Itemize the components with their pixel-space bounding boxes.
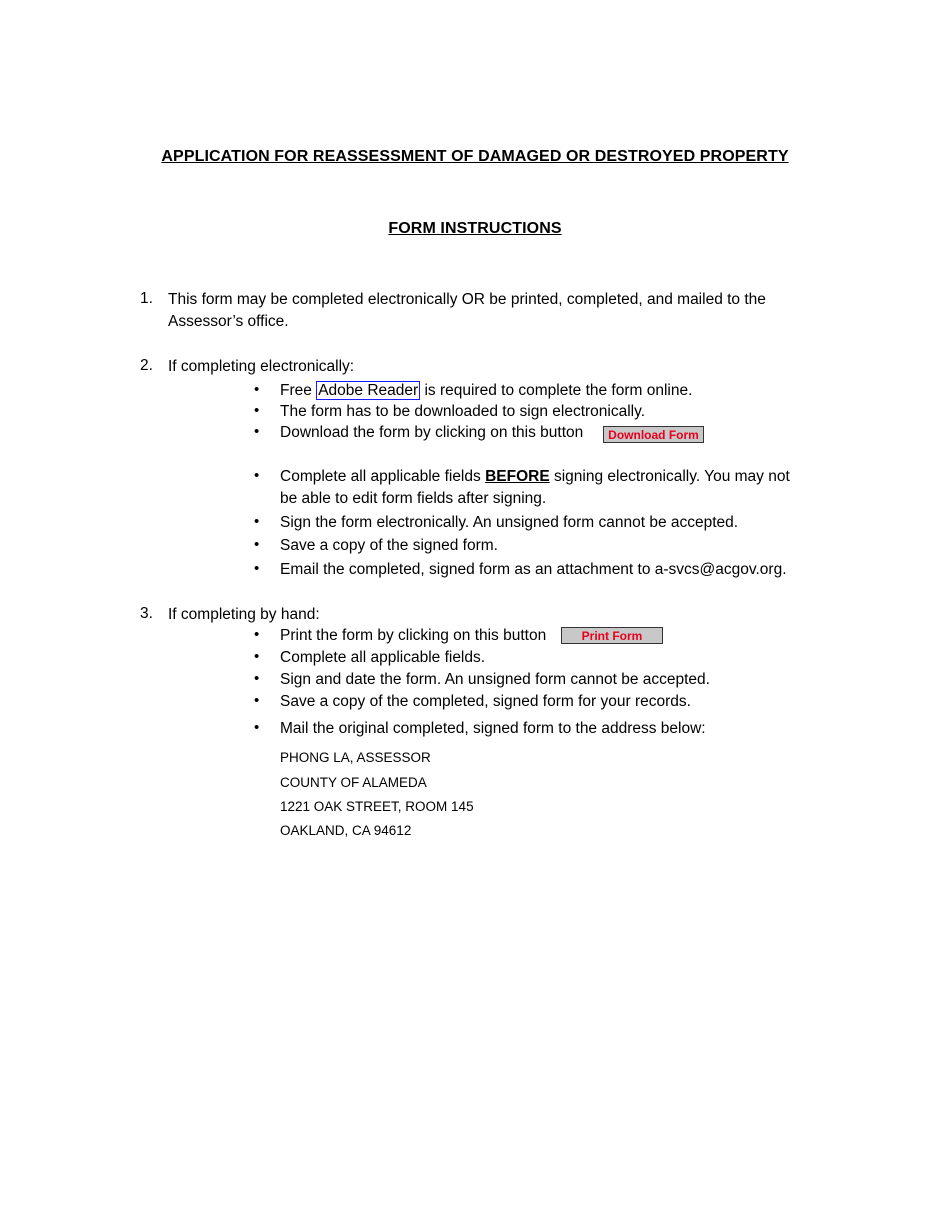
item-3-bullet-3: Sign and date the form. An unsigned form cannot be accepted. [280,671,710,688]
item-2-bullet-4 [280,466,790,510]
bullet-text-post: is required to complete the form online. [420,382,693,399]
bullet-icon: • [254,692,260,709]
item-3-number: 3. [140,605,153,622]
bullet-icon: • [254,536,260,553]
item-2-heading: If completing electronically: [168,358,355,375]
document-title: APPLICATION FOR REASSESSMENT OF DAMAGED OR DESTROYED PROPERTY [161,148,789,165]
item-1-number: 1. [140,290,153,307]
bullet-4-line-1 [280,466,790,488]
bullet-icon: • [254,670,260,687]
item-2-number: 2. [140,357,153,374]
adobe-reader-link[interactable]: Adobe Reader [318,382,419,399]
download-form-button[interactable]: Download Form [603,426,704,443]
bullet-text-post: signing electronically. You may not [549,468,790,485]
item-3-bullet-1: Print the form by clicking on this button [280,627,547,644]
item-1-text [168,289,766,333]
address-line-4: OAKLAND, CA 94612 [280,823,412,838]
item-2-bullet-7: Email the completed, signed form as an attachment to a-svcs@acgov.org. [280,561,787,578]
address-line-1: PHONG LA, ASSESSOR [280,750,431,765]
address-line-3: 1221 OAK STREET, ROOM 145 [280,799,474,814]
item-3-bullet-5: Mail the original completed, signed form to the address below: [280,720,706,737]
item-3-bullet-2: Complete all applicable fields. [280,649,486,666]
bullet-icon: • [254,381,260,398]
item-1-line-1: This form may be completed electronically OR be printed, completed, and mailed to the [168,291,766,308]
item-2-bullet-5: Sign the form electronically. An unsigned form cannot be accepted. [280,514,739,531]
item-2-bullet-2: The form has to be downloaded to sign electronically. [280,403,646,420]
bullet-icon: • [254,402,260,419]
instructions-heading: FORM INSTRUCTIONS [388,220,562,237]
item-3-bullet-4: Save a copy of the completed, signed form for your records. [280,693,691,710]
bullet-icon: • [254,423,260,440]
address-line-2: COUNTY OF ALAMEDA [280,775,427,790]
item-2-bullet-3: Download the form by clicking on this button [280,424,584,441]
before-emphasis: BEFORE [485,468,550,485]
bullet-text-pre: Complete all applicable fields [280,468,486,485]
bullet-icon: • [254,648,260,665]
bullet-icon: • [254,626,260,643]
bullet-icon: • [254,467,260,484]
bullet-icon: • [254,560,260,577]
bullet-icon: • [254,513,260,530]
print-form-button[interactable]: Print Form [561,627,663,644]
item-2-bullet-1 [280,380,692,402]
item-3-heading: If completing by hand: [168,606,320,623]
bullet-4-line-2: be able to edit form fields after signing. [280,490,547,507]
bullet-text-pre: Free [280,382,317,399]
bullet-icon: • [254,719,260,736]
item-2-bullet-6: Save a copy of the signed form. [280,537,498,554]
item-1-line-2: Assessor’s office. [168,313,289,330]
